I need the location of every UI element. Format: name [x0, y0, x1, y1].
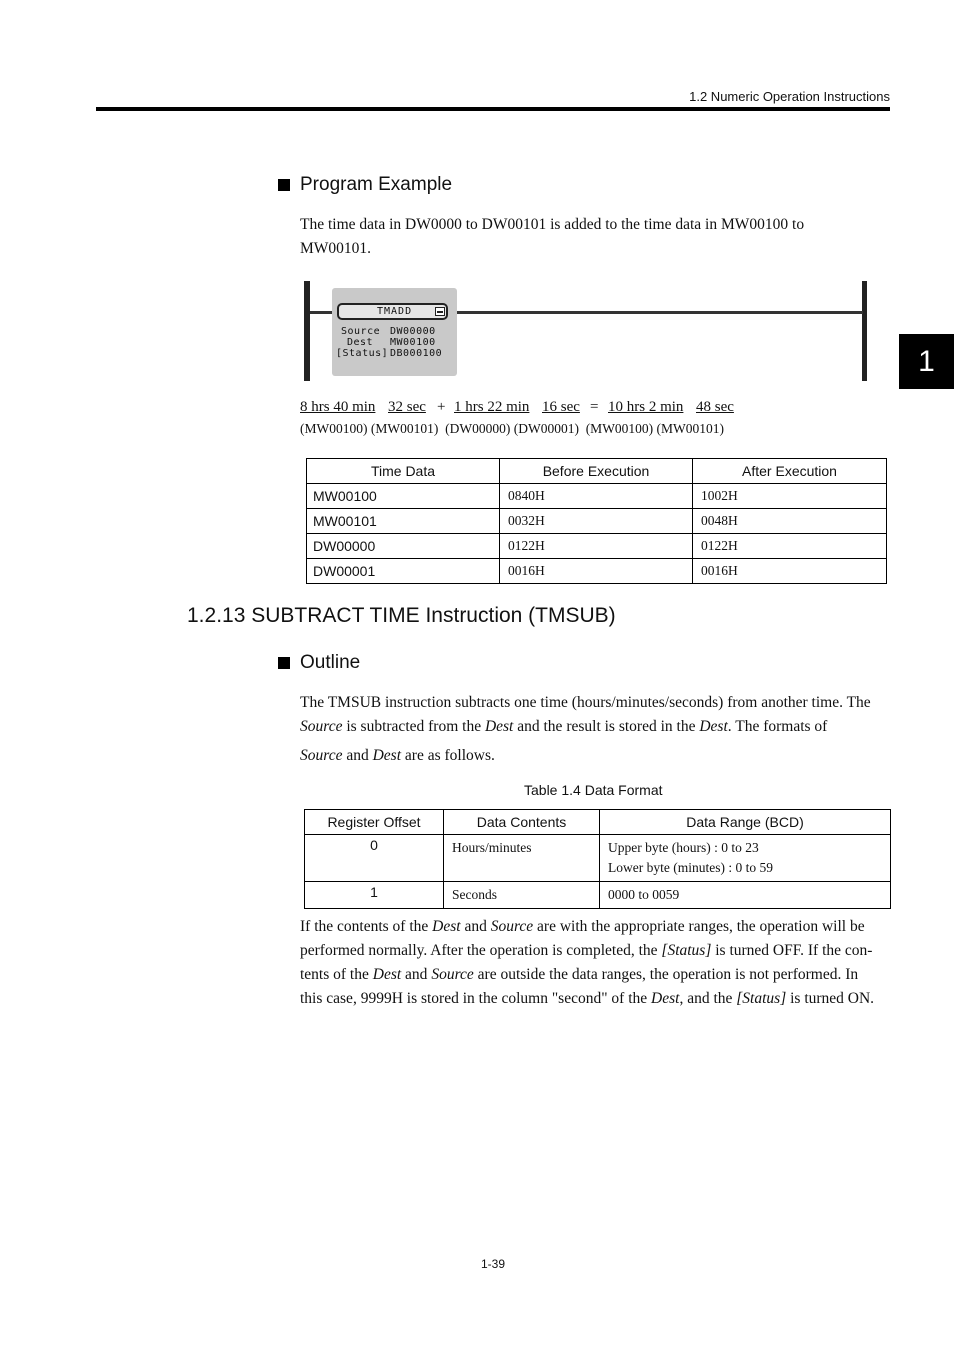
time-data-table — [306, 458, 887, 584]
table-cell: 0016H — [693, 559, 887, 584]
param-value-source: DW00000 — [390, 326, 436, 337]
status-paragraph-line2 — [300, 939, 872, 963]
square-bullet-icon — [278, 179, 290, 191]
param-value-status: DB000100 — [390, 348, 443, 359]
column-header: Data Range (BCD) — [600, 810, 891, 835]
table-cell: MW00101 — [307, 509, 500, 534]
text-run: and — [460, 918, 491, 935]
text-run: . The formats of — [727, 718, 828, 735]
table-cell: Hours/minutes — [444, 835, 600, 882]
table-caption: Table 1.4 Data Format — [524, 782, 663, 798]
table-header-row — [307, 459, 887, 484]
column-header: After Execution — [693, 459, 887, 484]
status-paragraph-line1 — [300, 915, 865, 939]
table-cell: 0840H — [500, 484, 693, 509]
program-example-paragraph: The time data in DW0000 to DW00101 is added to the time data in MW00100 to MW00101. — [300, 216, 805, 257]
table-row — [305, 835, 891, 882]
running-header: 1.2 Numeric Operation Instructions — [689, 89, 890, 104]
chapter-tab: 1 — [899, 334, 954, 389]
table-cell: MW00100 — [307, 484, 500, 509]
section-title: 1.2.13 SUBTRACT TIME Instruction (TMSUB) — [187, 604, 616, 627]
table-cell: 0122H — [500, 534, 693, 559]
table-cell: 0122H — [693, 534, 887, 559]
table-cell: 0 — [305, 835, 444, 882]
eq-register-labels: (MW00100) (MW00101) (DW00000) (DW00001) (MW00100) (MW00101) — [300, 421, 725, 436]
eq-equals: = — [590, 399, 599, 415]
status-paragraph-line4 — [300, 987, 874, 1011]
eq-r-sec: 48 sec — [696, 399, 734, 415]
block-menu-icon — [435, 307, 445, 316]
eq-b-sec: 16 sec — [542, 399, 580, 415]
text-run: are as follows. — [401, 747, 495, 764]
left-power-rail — [304, 281, 310, 381]
param-label-source: Source — [341, 326, 381, 337]
table-cell: DW00001 — [307, 559, 500, 584]
table-header-row — [305, 810, 891, 835]
text-run: If the contents of the — [300, 918, 433, 935]
text-run: and — [401, 966, 432, 983]
table-cell: 0048H — [693, 509, 887, 534]
term-status: [Status] — [736, 990, 787, 1007]
param-label-dest: Dest — [347, 337, 374, 348]
program-example-heading-text: Program Example — [300, 174, 453, 195]
text-run: is subtracted from the — [342, 718, 485, 735]
term-dest: Dest — [699, 718, 728, 735]
eq-b-hrs-min: 1 hrs 22 min — [454, 399, 530, 415]
header-rule — [96, 107, 890, 111]
outline-heading-text: Outline — [300, 652, 361, 673]
eq-r-hrs-min: 10 hrs 2 min — [608, 399, 684, 415]
term-source: Source — [300, 718, 343, 735]
term-status: [Status] — [661, 942, 712, 959]
table-cell: 0000 to 0059 — [600, 882, 891, 909]
outline-paragraph-line2 — [300, 715, 900, 739]
table-cell: 1 — [305, 882, 444, 909]
table-cell: DW00000 — [307, 534, 500, 559]
column-header: Time Data — [307, 459, 500, 484]
table-row — [307, 534, 887, 559]
text-run: performed normally. After the operation is completed, the — [300, 942, 662, 959]
column-header: Before Execution — [500, 459, 693, 484]
column-header: Register Offset — [305, 810, 444, 835]
param-label-status: [Status] — [336, 348, 389, 359]
status-paragraph-line3 — [300, 963, 858, 987]
function-name: TMADD — [377, 306, 413, 317]
term-source: Source — [431, 966, 474, 983]
text-run: tents of the — [300, 966, 373, 983]
range-line: Upper byte (hours) : 0 to 23 — [608, 840, 759, 855]
term-dest: Dest — [651, 990, 680, 1007]
term-dest: Dest — [484, 718, 514, 735]
table-row — [305, 882, 891, 909]
square-bullet-icon — [278, 657, 290, 669]
text-run: and the result is stored in the — [513, 718, 700, 735]
text-run: and — [342, 747, 373, 764]
text-run: is turned ON. — [786, 990, 875, 1007]
table-cell: 1002H — [693, 484, 887, 509]
column-header: Data Contents — [444, 810, 600, 835]
outline-heading — [278, 652, 360, 674]
program-example-heading — [278, 174, 452, 196]
outline-paragraph-line3 — [300, 744, 900, 768]
eq-a-sec: 32 sec — [388, 399, 426, 415]
range-line: Lower byte (minutes) : 0 to 59 — [608, 860, 773, 875]
param-value-dest: MW00100 — [390, 337, 436, 348]
text-run: this case, 9999H is stored in the column "second" of the — [300, 990, 652, 1007]
table-row — [307, 484, 887, 509]
eq-a-hrs-min: 8 hrs 40 min — [300, 399, 376, 415]
term-source: Source — [490, 918, 534, 935]
table-row — [307, 559, 887, 584]
table-row — [307, 509, 887, 534]
term-dest: Dest — [432, 918, 461, 935]
text-run: are with the appropriate ranges, the operation will be — [533, 918, 865, 935]
table-cell — [600, 835, 891, 882]
term-source: Source — [300, 747, 343, 764]
text-run: are outside the data ranges, the operation is not performed. In — [473, 966, 859, 983]
term-dest: Dest — [372, 747, 402, 764]
data-format-table — [304, 809, 891, 909]
table-cell: 0016H — [500, 559, 693, 584]
text-run: is turned OFF. If the con- — [711, 942, 873, 959]
term-dest: Dest — [372, 966, 402, 983]
table-cell: 0032H — [500, 509, 693, 534]
right-power-rail — [862, 281, 867, 381]
eq-plus: + — [437, 399, 446, 415]
text-run: , and the — [679, 990, 737, 1007]
outline-paragraph-line1: The TMSUB instruction subtracts one time (hours/minutes/seconds) from another time. The — [300, 694, 871, 711]
page-number: 1-39 — [481, 1257, 506, 1271]
table-cell: Seconds — [444, 882, 600, 909]
